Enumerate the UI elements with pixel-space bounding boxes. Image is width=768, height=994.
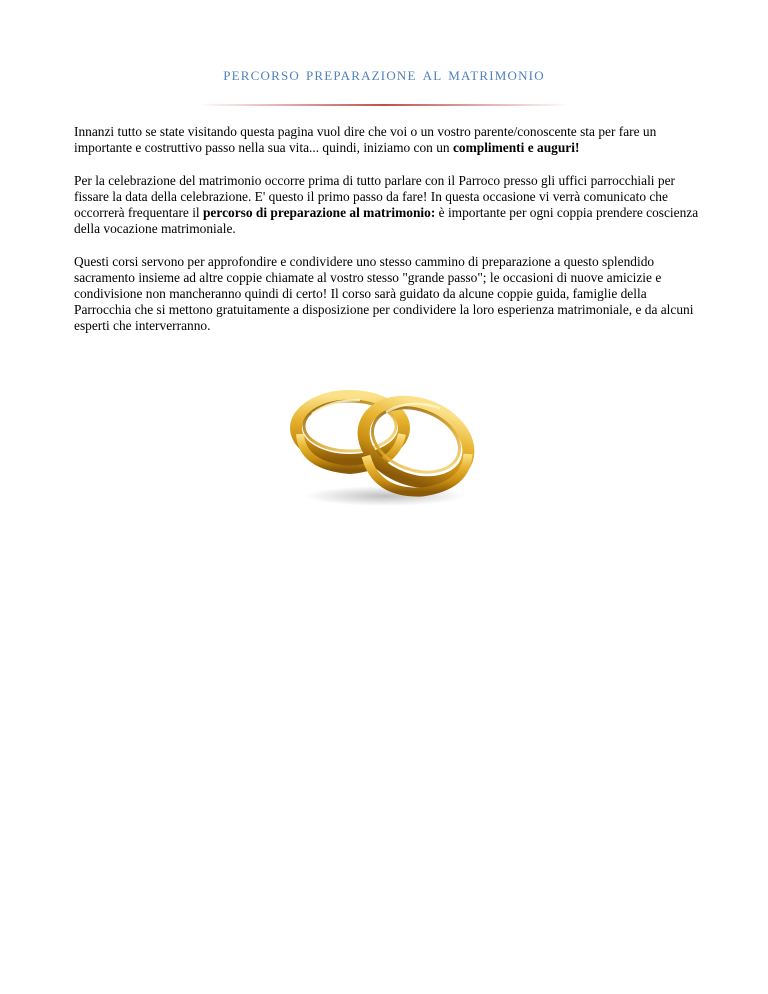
wedding-rings-image xyxy=(290,384,480,514)
paragraph-courses: Questi corsi servono per approfondire e condividere uno stesso cammino di preparazione a questo splendido sacramento insieme ad altre coppie chiamate al vostro stesso "grande passo"; le occasioni di nuove amicizie e condivisione non mancheranno quindi di certo! Il corso sarà guidato da alcune coppie guida, famiglie della Parrocchia che si mettono gratuitamente a disposizione per condividere la loro esperienza matrimoniale, e da alcuni esperti che interverranno. xyxy=(74,254,694,333)
body-text xyxy=(74,124,700,351)
title-divider xyxy=(198,104,570,106)
paragraph-celebration-after: è importante per ogni coppia prendere coscienza della vocazione matrimoniale. xyxy=(74,205,699,236)
paragraph-intro-text: Innanzi tutto se state visitando questa pagina vuol dire che voi o un vostro parente/conoscente sta per fare un importante e costruttivo passo nella sua vita... quindi, iniziamo con un xyxy=(74,124,657,155)
paragraph-celebration-bold: percorso di preparazione al matrimonio: xyxy=(202,205,436,220)
paragraph-intro-bold: complimenti e auguri! xyxy=(452,140,580,155)
paragraph-celebration-text: Per la celebrazione del matrimonio occorre prima di tutto parlare con il Parroco presso gli uffici parrocchiali per fissare la data della celebrazione. E' questo il primo passo da fare! In questa occasione vi verrà comunicato che occorrerà frequentare il xyxy=(74,173,675,220)
paragraph-celebration xyxy=(74,173,700,237)
page-title: percorso preparazione al matrimonio xyxy=(223,64,545,85)
paragraph-intro xyxy=(74,124,700,156)
